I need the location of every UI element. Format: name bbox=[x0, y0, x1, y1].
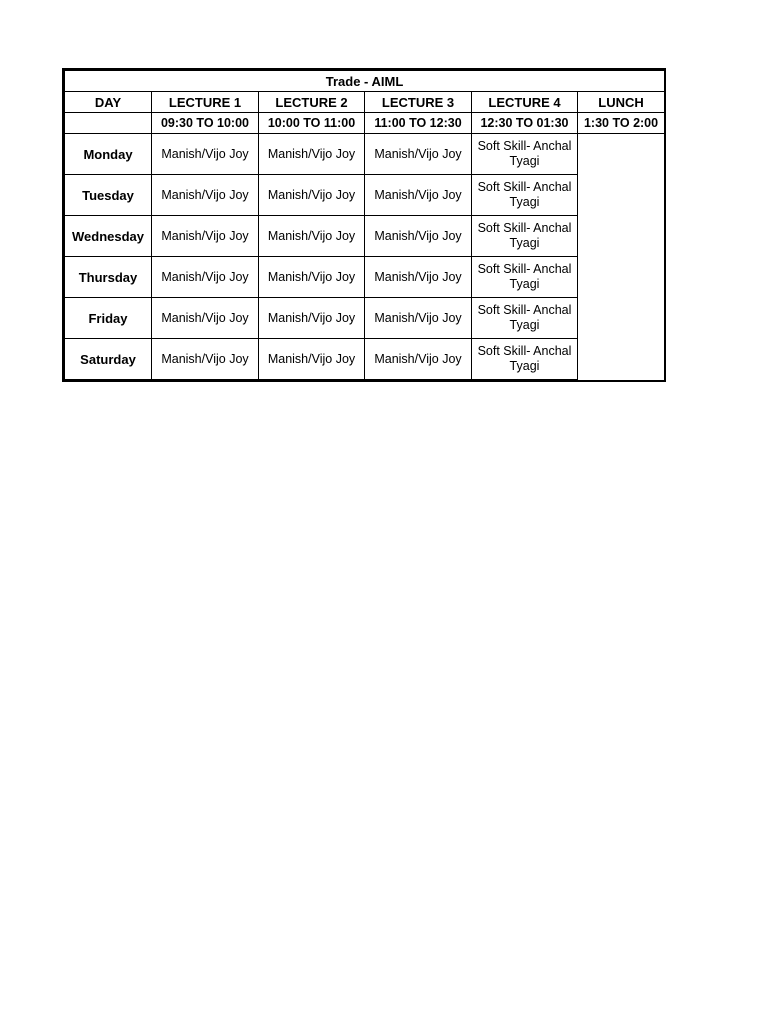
day-cell: Monday bbox=[65, 134, 152, 175]
lecture-2-cell: Manish/Vijo Joy bbox=[259, 298, 365, 339]
time-lecture-2: 10:00 TO 11:00 bbox=[259, 113, 365, 134]
time-lecture-1: 09:30 TO 10:00 bbox=[152, 113, 259, 134]
header-row bbox=[65, 92, 665, 113]
lecture-1-cell: Manish/Vijo Joy bbox=[152, 175, 259, 216]
time-lunch: 1:30 TO 2:00 bbox=[578, 113, 665, 134]
day-cell: Friday bbox=[65, 298, 152, 339]
timetable bbox=[64, 70, 665, 380]
time-lecture-4: 12:30 TO 01:30 bbox=[472, 113, 578, 134]
lecture-4-cell: Soft Skill- Anchal Tyagi bbox=[472, 175, 578, 216]
table-row bbox=[65, 175, 665, 216]
table-row bbox=[65, 339, 665, 380]
lecture-3-cell: Manish/Vijo Joy bbox=[365, 257, 472, 298]
lecture-4-cell: Soft Skill- Anchal Tyagi bbox=[472, 134, 578, 175]
header-day: DAY bbox=[65, 92, 152, 113]
lunch-cell bbox=[578, 134, 665, 380]
time-lecture-3: 11:00 TO 12:30 bbox=[365, 113, 472, 134]
lecture-3-cell: Manish/Vijo Joy bbox=[365, 339, 472, 380]
table-row bbox=[65, 298, 665, 339]
header-lecture-2: LECTURE 2 bbox=[259, 92, 365, 113]
lecture-1-cell: Manish/Vijo Joy bbox=[152, 339, 259, 380]
lecture-1-cell: Manish/Vijo Joy bbox=[152, 216, 259, 257]
day-cell: Wednesday bbox=[65, 216, 152, 257]
lecture-3-cell: Manish/Vijo Joy bbox=[365, 134, 472, 175]
lecture-3-cell: Manish/Vijo Joy bbox=[365, 216, 472, 257]
header-lunch: LUNCH bbox=[578, 92, 665, 113]
lecture-3-cell: Manish/Vijo Joy bbox=[365, 175, 472, 216]
table-row bbox=[65, 257, 665, 298]
lecture-1-cell: Manish/Vijo Joy bbox=[152, 298, 259, 339]
timetable-title: Trade - AIML bbox=[65, 71, 665, 92]
lecture-2-cell: Manish/Vijo Joy bbox=[259, 134, 365, 175]
day-cell: Saturday bbox=[65, 339, 152, 380]
lecture-4-cell: Soft Skill- Anchal Tyagi bbox=[472, 339, 578, 380]
lecture-4-cell: Soft Skill- Anchal Tyagi bbox=[472, 257, 578, 298]
lecture-4-cell: Soft Skill- Anchal Tyagi bbox=[472, 298, 578, 339]
lecture-2-cell: Manish/Vijo Joy bbox=[259, 339, 365, 380]
table-row bbox=[65, 134, 665, 175]
header-lecture-1: LECTURE 1 bbox=[152, 92, 259, 113]
lecture-2-cell: Manish/Vijo Joy bbox=[259, 257, 365, 298]
lecture-1-cell: Manish/Vijo Joy bbox=[152, 134, 259, 175]
header-lecture-4: LECTURE 4 bbox=[472, 92, 578, 113]
time-row bbox=[65, 113, 665, 134]
lecture-3-cell: Manish/Vijo Joy bbox=[365, 298, 472, 339]
day-cell: Thursday bbox=[65, 257, 152, 298]
header-lecture-3: LECTURE 3 bbox=[365, 92, 472, 113]
lecture-1-cell: Manish/Vijo Joy bbox=[152, 257, 259, 298]
lecture-4-cell: Soft Skill- Anchal Tyagi bbox=[472, 216, 578, 257]
lecture-2-cell: Manish/Vijo Joy bbox=[259, 175, 365, 216]
table-row bbox=[65, 216, 665, 257]
time-day-blank bbox=[65, 113, 152, 134]
day-cell: Tuesday bbox=[65, 175, 152, 216]
timetable-sheet bbox=[62, 68, 666, 382]
lecture-2-cell: Manish/Vijo Joy bbox=[259, 216, 365, 257]
